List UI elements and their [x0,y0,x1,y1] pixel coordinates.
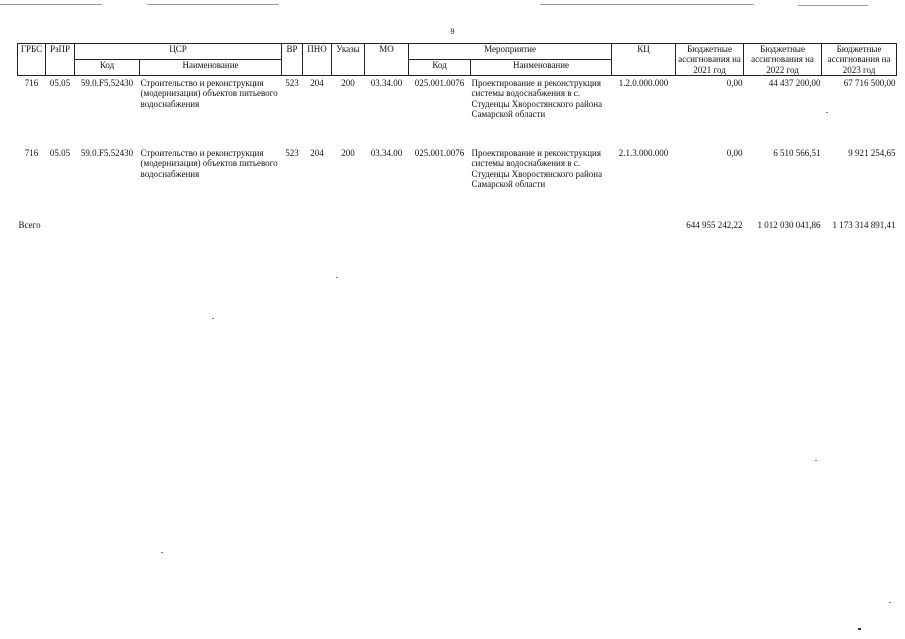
header-ukazy: Указы [332,44,365,76]
cell-grbs: 716 [24,148,39,159]
scan-speck [212,318,214,319]
cell-pno: 204 [310,78,324,89]
cell-event-code: 025.001.0076 [414,148,465,159]
scan-edge-line [147,4,279,5]
scan-edge-line [798,5,868,6]
cell-budget-2021: 0,00 [726,78,743,89]
scan-edge-line [0,4,102,5]
cell-budget-2023: 67 716 500,00 [843,78,896,89]
cell-budget-2022: 6 510 566,51 [773,148,821,159]
header-event: Мероприятие [409,44,612,60]
cell-grbs: 716 [24,78,39,89]
cell-vr: 523 [285,78,299,89]
table-row [18,146,897,212]
cell-pno: 204 [310,148,324,159]
scan-speck [336,277,338,278]
header-csr-code: Код [75,60,140,76]
header-pno: ПНО [303,44,332,76]
header-budget-2022: Бюджетные ассигнования на 2022 год [744,44,822,76]
header-csr: ЦСР [75,44,282,60]
header-csr-name: Наименование [140,60,282,76]
header-event-name: Наименование [471,60,612,76]
total-row [18,212,897,230]
header-mo: МО [365,44,409,76]
table-row [18,76,897,147]
scan-speck [889,602,891,603]
total-label: Всего [18,220,41,231]
cell-ukazy: 200 [341,148,355,159]
header-rzpr: РзПР [46,44,75,76]
cell-event-name: Проектирование и реконструкция системы водоснабжения в с. Студенцы Хворостянского района Самарской области [471,148,603,190]
cell-csr-name: Строительство и реконструкция (модернизация) объектов питьевого водоснабжения [140,78,278,109]
cell-csr-code: 59.0.F5.52430 [80,148,134,159]
budget-table-container [17,43,896,230]
cell-kc: 2.1.3.000.000 [618,148,669,159]
scan-speck [826,112,828,113]
cell-rzpr: 05.05 [49,148,71,159]
header-budget-2023: Бюджетные ассигнования на 2023 год [822,44,897,76]
cell-event-name: Проектирование и реконструкция системы водоснабжения в с. Студенцы Хворостянского района Самарской области [471,78,603,120]
cell-mo: 03.34.00 [370,148,403,159]
cell-event-code: 025.001.0076 [414,78,465,89]
header-budget-2021: Бюджетные ассигнования на 2021 год [676,44,744,76]
total-budget-2022: 1 012 030 041,86 [757,220,821,231]
cell-budget-2021: 0,00 [726,148,743,159]
total-budget-2021: 644 955 242,22 [686,220,743,231]
cell-budget-2023: 9 921 254,65 [848,148,896,159]
cell-vr: 523 [285,148,299,159]
header-grbs: ГРБС [18,44,46,76]
cell-csr-code: 59.0.F5.52430 [80,78,134,89]
page-number: 9 [450,27,455,36]
scan-speck [858,628,861,630]
header-event-code: Код [409,60,471,76]
scan-edge-line [540,4,754,5]
cell-mo: 03.34.00 [370,78,403,89]
cell-ukazy: 200 [341,78,355,89]
budget-table [17,43,897,230]
cell-rzpr: 05.05 [49,78,71,89]
scan-speck [815,460,817,461]
header-vr: ВР [282,44,303,76]
scan-speck [161,552,163,553]
total-spacer [75,212,676,230]
cell-kc: 1.2.0.000.000 [618,78,669,89]
total-budget-2023: 1 173 314 891,41 [832,220,896,231]
cell-budget-2022: 44 437 200,00 [768,78,821,89]
cell-csr-name: Строительство и реконструкция (модернизация) объектов питьевого водоснабжения [140,148,278,179]
header-kc: КЦ [612,44,676,76]
header-row-top [18,44,897,60]
